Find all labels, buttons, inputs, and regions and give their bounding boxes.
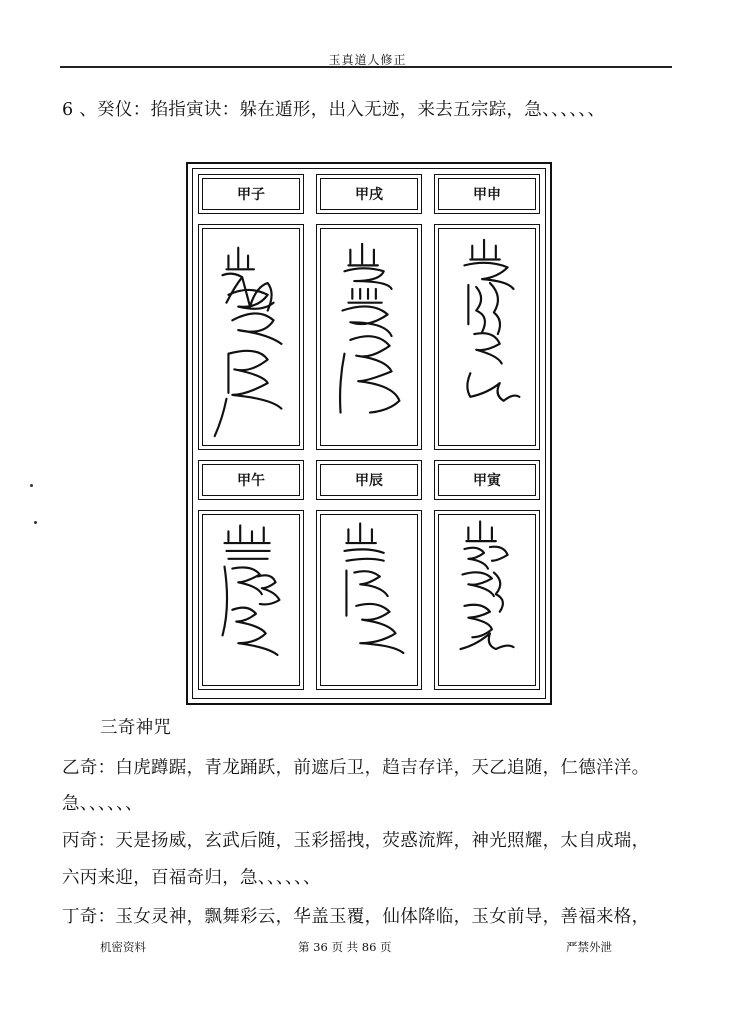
yi-qi-line-2: 急、、、、、、 bbox=[62, 794, 143, 814]
talisman-label-jiawu bbox=[198, 460, 304, 500]
bing-qi-line-1: 丙奇：天是扬威，玄武后随，玉彩摇拽，荧惑流辉，神光照耀，太自成瑞， bbox=[62, 831, 650, 851]
talisman-jiachen-figure bbox=[316, 510, 422, 690]
talisman-jiayin-figure bbox=[434, 510, 540, 690]
header-rule bbox=[60, 66, 672, 68]
talisman-glyph bbox=[317, 225, 421, 449]
section-6-text: 6 、癸仪：掐指寅诀：躲在遁形，出入无迹，来去五宗踪，急、、、、、、 bbox=[62, 100, 606, 120]
footer-left: 机密资料 bbox=[100, 940, 146, 954]
talisman-label-jiazi bbox=[198, 174, 304, 214]
talisman-label-text: 甲寅 bbox=[473, 473, 501, 489]
footer-page-number: 第 36 页 共 86 页 bbox=[298, 940, 392, 954]
yi-qi-line-1: 乙奇：白虎蹲踞，青龙踊跃，前遮后卫，趋吉存详，天乙追随，仁德洋洋。 bbox=[62, 758, 650, 778]
talisman-label-jiashen bbox=[434, 174, 540, 214]
talisman-label-text: 甲子 bbox=[237, 187, 265, 203]
talisman-label-jiayin bbox=[434, 460, 540, 500]
talisman-label-text: 甲午 bbox=[237, 473, 265, 489]
talisman-jiaxu-figure bbox=[316, 224, 422, 450]
talisman-jiawu-figure bbox=[198, 510, 304, 690]
talisman-glyph bbox=[435, 225, 539, 449]
scan-speck bbox=[34, 521, 37, 524]
talisman-glyph bbox=[435, 511, 539, 689]
page-header-title: 玉真道人修正 bbox=[328, 53, 407, 67]
ding-qi-line-1: 丁奇：玉女灵神，飘舞彩云，华盖玉覆，仙体降临，玉女前导，善福来格， bbox=[62, 907, 650, 927]
talisman-jiashen-figure bbox=[434, 224, 540, 450]
talisman-label-text: 甲辰 bbox=[355, 473, 383, 489]
bing-qi-line-2: 六丙来迎，百福奇归，急、、、、、、 bbox=[62, 868, 321, 888]
footer-right: 严禁外泄 bbox=[566, 940, 612, 954]
talisman-glyph bbox=[199, 225, 303, 449]
talisman-glyph bbox=[317, 511, 421, 689]
scan-speck bbox=[30, 484, 33, 487]
sanqi-heading: 三奇神咒 bbox=[100, 718, 172, 738]
talisman-label-text: 甲戌 bbox=[355, 187, 383, 203]
talisman-label-jiachen bbox=[316, 460, 422, 500]
talisman-frame bbox=[186, 162, 552, 705]
talisman-label-text: 甲申 bbox=[473, 187, 501, 203]
talisman-label-jiaxu bbox=[316, 174, 422, 214]
talisman-jiazi-figure bbox=[198, 224, 304, 450]
talisman-glyph bbox=[199, 511, 303, 689]
